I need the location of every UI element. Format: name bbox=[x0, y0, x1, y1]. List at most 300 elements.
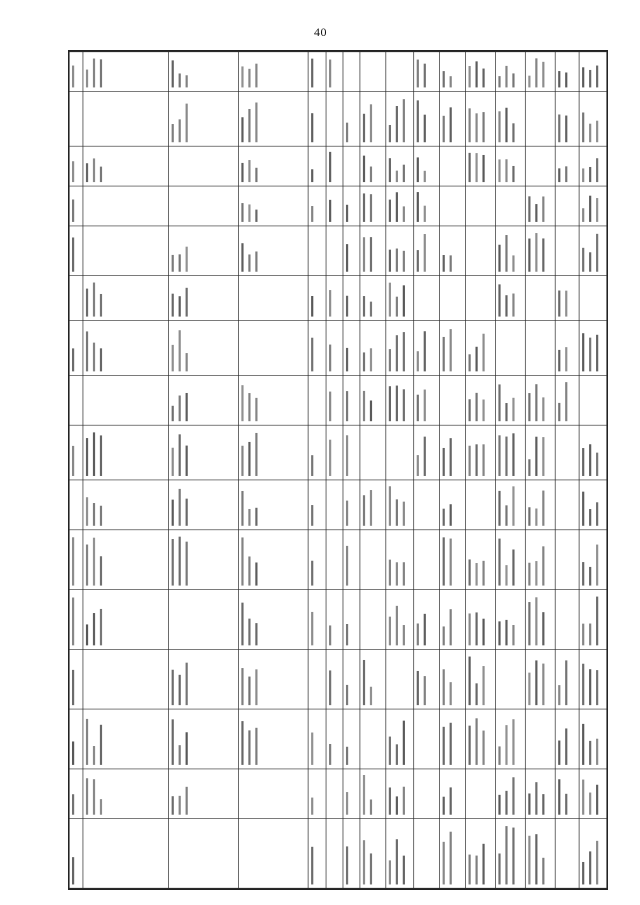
scan-text-mark bbox=[172, 670, 174, 705]
scan-text-mark bbox=[346, 435, 348, 476]
scan-text-mark bbox=[255, 728, 257, 765]
scan-text-mark bbox=[528, 836, 530, 885]
scan-text-mark bbox=[424, 437, 426, 476]
scan-text-mark bbox=[482, 155, 484, 182]
scan-text-mark bbox=[582, 168, 584, 182]
scan-text-mark bbox=[86, 70, 88, 88]
scan-text-mark bbox=[482, 561, 484, 586]
scan-text-mark bbox=[582, 448, 584, 476]
scan-text-mark bbox=[186, 75, 188, 87]
scan-text-mark bbox=[186, 288, 188, 317]
scan-text-mark bbox=[93, 613, 95, 645]
scan-text-mark bbox=[469, 613, 471, 645]
scan-text-mark bbox=[370, 853, 372, 884]
scan-text-mark bbox=[469, 726, 471, 765]
scan-text-mark bbox=[403, 165, 405, 182]
scan-text-mark bbox=[424, 676, 426, 705]
scan-text-mark bbox=[512, 73, 514, 87]
scan-text-mark bbox=[346, 846, 348, 884]
scan-text-mark bbox=[396, 171, 398, 182]
scan-text-mark bbox=[72, 348, 74, 371]
scan-text-mark bbox=[403, 502, 405, 526]
scan-text-mark bbox=[528, 793, 530, 814]
scan-text-mark bbox=[505, 108, 507, 142]
scan-text-mark bbox=[469, 657, 471, 706]
scan-text-mark bbox=[542, 196, 544, 221]
scan-text-mark bbox=[389, 617, 391, 646]
scan-text-mark bbox=[482, 666, 484, 705]
scan-text-mark bbox=[443, 727, 445, 765]
scan-text-mark bbox=[469, 559, 471, 585]
scan-text-mark bbox=[443, 71, 445, 87]
scan-text-mark bbox=[596, 234, 598, 272]
scan-text-mark bbox=[86, 719, 88, 765]
scan-text-mark bbox=[389, 860, 391, 884]
scan-text-mark bbox=[396, 192, 398, 222]
scan-text-mark bbox=[72, 161, 74, 182]
scan-text-mark bbox=[475, 61, 477, 87]
scan-text-mark bbox=[512, 625, 514, 645]
scan-text-mark bbox=[255, 64, 257, 88]
scan-text-mark bbox=[329, 290, 331, 317]
scan-text-mark bbox=[582, 624, 584, 646]
scan-text-mark bbox=[542, 794, 544, 815]
scan-text-mark bbox=[255, 433, 257, 476]
scan-text-mark bbox=[535, 508, 537, 525]
scan-text-mark bbox=[396, 297, 398, 317]
scan-text-mark bbox=[475, 612, 477, 645]
scan-text-mark bbox=[450, 438, 452, 476]
scan-text-mark bbox=[443, 337, 445, 371]
scan-text-mark bbox=[535, 782, 537, 815]
scan-text-mark bbox=[241, 243, 243, 272]
scan-text-mark bbox=[542, 62, 544, 88]
scan-text-mark bbox=[482, 844, 484, 885]
scan-text-mark bbox=[558, 290, 560, 316]
scan-text-mark bbox=[596, 597, 598, 646]
scan-text-mark bbox=[528, 673, 530, 705]
scan-text-mark bbox=[596, 453, 598, 476]
scan-text-mark bbox=[93, 432, 95, 476]
scan-text-mark bbox=[417, 455, 419, 476]
scan-text-mark bbox=[186, 732, 188, 765]
scan-text-mark bbox=[248, 509, 250, 526]
scan-text-mark bbox=[596, 670, 598, 705]
scan-text-mark bbox=[172, 60, 174, 87]
scan-text-mark bbox=[596, 198, 598, 222]
scan-text-mark bbox=[565, 166, 567, 182]
scan-text-mark bbox=[512, 719, 514, 765]
scan-text-mark bbox=[596, 739, 598, 765]
scan-text-mark bbox=[482, 444, 484, 476]
scan-text-mark bbox=[558, 71, 560, 87]
scan-text-mark bbox=[417, 671, 419, 705]
scan-text-mark bbox=[329, 392, 331, 422]
scan-text-mark bbox=[443, 842, 445, 885]
scan-text-mark bbox=[498, 76, 500, 87]
scan-text-mark bbox=[172, 294, 174, 317]
scan-text-mark bbox=[582, 664, 584, 705]
scan-text-mark bbox=[329, 744, 331, 765]
scan-text-mark bbox=[389, 737, 391, 765]
scan-text-mark bbox=[505, 565, 507, 585]
scan-text-mark bbox=[389, 250, 391, 272]
scan-text-mark bbox=[505, 505, 507, 525]
scan-text-mark bbox=[346, 624, 348, 645]
scan-text-mark bbox=[179, 254, 181, 271]
scan-text-mark bbox=[505, 235, 507, 272]
scan-text-mark bbox=[72, 794, 74, 814]
scan-text-mark bbox=[346, 244, 348, 272]
scan-text-mark bbox=[186, 499, 188, 526]
scan-text-mark bbox=[255, 251, 257, 271]
scan-text-mark bbox=[403, 389, 405, 421]
scan-text-mark bbox=[475, 856, 477, 885]
scan-text-mark bbox=[311, 296, 313, 317]
scan-text-mark bbox=[443, 797, 445, 815]
scan-text-mark bbox=[558, 779, 560, 814]
scan-text-mark bbox=[86, 545, 88, 586]
scan-text-mark bbox=[512, 433, 514, 476]
scan-text-mark bbox=[93, 538, 95, 586]
scan-text-mark bbox=[93, 158, 95, 182]
scan-text-mark bbox=[248, 556, 250, 585]
scan-text-mark bbox=[450, 682, 452, 705]
scan-text-mark bbox=[93, 59, 95, 88]
scan-text-mark bbox=[389, 158, 391, 182]
scan-text-mark bbox=[248, 160, 250, 182]
scan-text-mark bbox=[528, 76, 530, 88]
scan-text-mark bbox=[248, 619, 250, 646]
scan-text-mark bbox=[389, 486, 391, 526]
scan-text-mark bbox=[424, 614, 426, 646]
scan-text-mark bbox=[498, 491, 500, 526]
scan-text-mark bbox=[255, 623, 257, 645]
scan-text-mark bbox=[450, 329, 452, 371]
scan-text-mark bbox=[241, 668, 243, 705]
scan-text-mark bbox=[535, 597, 537, 645]
scan-text-mark bbox=[582, 562, 584, 586]
scan-text-mark bbox=[241, 163, 243, 182]
scan-text-mark bbox=[528, 196, 530, 222]
scan-text-mark bbox=[329, 152, 331, 182]
scan-text-mark bbox=[498, 159, 500, 182]
scan-text-mark bbox=[370, 490, 372, 526]
scan-text-mark bbox=[582, 248, 584, 272]
scan-text-mark bbox=[179, 434, 181, 476]
scan-text-mark bbox=[179, 796, 181, 815]
scan-text-mark bbox=[528, 459, 530, 476]
scan-text-mark bbox=[72, 857, 74, 884]
scan-text-mark bbox=[535, 437, 537, 476]
scan-text-mark bbox=[596, 158, 598, 182]
scan-text-mark bbox=[505, 791, 507, 815]
scan-text-mark bbox=[469, 66, 471, 87]
scan-text-mark bbox=[248, 442, 250, 476]
scan-text-mark bbox=[72, 741, 74, 764]
scan-text-mark bbox=[255, 210, 257, 222]
scan-text-mark bbox=[248, 254, 250, 271]
scan-text-mark bbox=[179, 489, 181, 526]
scan-text-mark bbox=[346, 792, 348, 815]
scan-text-mark bbox=[329, 345, 331, 372]
scan-text-mark bbox=[241, 721, 243, 765]
scan-text-mark bbox=[450, 76, 452, 87]
scan-text-mark bbox=[505, 620, 507, 645]
scan-text-mark bbox=[558, 168, 560, 182]
scan-text-mark bbox=[248, 109, 250, 142]
scan-text-mark bbox=[589, 338, 591, 372]
scan-text-mark bbox=[311, 798, 313, 815]
scan-text-mark bbox=[172, 719, 174, 765]
scan-text-mark bbox=[417, 60, 419, 88]
scan-text-mark bbox=[363, 840, 365, 884]
scan-text-mark bbox=[424, 331, 426, 371]
scan-text-mark bbox=[179, 296, 181, 316]
rotated-table-scan bbox=[68, 50, 608, 890]
scan-text-mark bbox=[424, 206, 426, 222]
scan-text-mark bbox=[179, 330, 181, 371]
scan-text-mark bbox=[469, 855, 471, 885]
scan-text-mark bbox=[86, 438, 88, 476]
scan-text-mark bbox=[482, 731, 484, 765]
scan-text-mark bbox=[346, 205, 348, 222]
scan-text-mark bbox=[558, 403, 560, 421]
scan-text-mark bbox=[346, 546, 348, 586]
scan-text-mark bbox=[93, 283, 95, 317]
scan-text-mark bbox=[505, 295, 507, 316]
scan-text-mark bbox=[346, 391, 348, 421]
scan-text-mark bbox=[363, 114, 365, 142]
scan-text-mark bbox=[589, 70, 591, 87]
scan-text-mark bbox=[450, 723, 452, 765]
scan-text-mark bbox=[179, 73, 181, 87]
scan-text-mark bbox=[346, 501, 348, 526]
scan-text-mark bbox=[589, 252, 591, 271]
scan-text-mark bbox=[498, 853, 500, 884]
scan-text-mark bbox=[186, 393, 188, 421]
scan-text-mark bbox=[498, 284, 500, 316]
scan-text-mark bbox=[498, 384, 500, 421]
scan-text-mark bbox=[363, 156, 365, 182]
scan-text-mark bbox=[172, 255, 174, 272]
scan-text-mark bbox=[596, 502, 598, 526]
scan-text-mark bbox=[565, 291, 567, 317]
scan-text-mark bbox=[86, 624, 88, 645]
scan-text-mark bbox=[475, 683, 477, 705]
scan-text-mark bbox=[100, 506, 102, 526]
scan-text-mark bbox=[417, 100, 419, 142]
scan-text-mark bbox=[482, 334, 484, 372]
scan-text-mark bbox=[370, 237, 372, 272]
scan-text-mark bbox=[86, 289, 88, 317]
scan-text-mark bbox=[512, 486, 514, 525]
scan-text-mark bbox=[72, 598, 74, 646]
scan-text-mark bbox=[186, 663, 188, 705]
scan-text-mark bbox=[403, 856, 405, 885]
scan-text-mark bbox=[558, 114, 560, 142]
scan-text-mark bbox=[370, 799, 372, 814]
scan-text-mark bbox=[417, 623, 419, 645]
scan-text-mark bbox=[403, 625, 405, 645]
scan-text-mark bbox=[396, 335, 398, 371]
scan-text-mark bbox=[346, 296, 348, 317]
scan-text-mark bbox=[542, 397, 544, 421]
scan-text-mark bbox=[363, 495, 365, 526]
scan-text-mark bbox=[589, 624, 591, 646]
scan-text-mark bbox=[528, 563, 530, 586]
scan-text-mark bbox=[403, 787, 405, 815]
scan-text-mark bbox=[596, 66, 598, 88]
scan-text-mark bbox=[542, 546, 544, 585]
scan-text-mark bbox=[172, 406, 174, 421]
scan-text-mark bbox=[582, 112, 584, 142]
scan-text-mark bbox=[100, 294, 102, 317]
scan-text-mark bbox=[86, 163, 88, 182]
scan-text-mark bbox=[311, 169, 313, 182]
scan-text-mark bbox=[582, 862, 584, 884]
scan-text-mark bbox=[179, 537, 181, 586]
scan-text-mark bbox=[72, 237, 74, 271]
scan-text-mark bbox=[86, 778, 88, 814]
scan-text-mark bbox=[346, 123, 348, 143]
scan-text-mark bbox=[589, 793, 591, 815]
scan-text-mark bbox=[417, 157, 419, 182]
scan-text-mark bbox=[475, 113, 477, 142]
scan-text-mark bbox=[565, 382, 567, 421]
scan-text-mark bbox=[396, 249, 398, 272]
scan-text-mark bbox=[542, 437, 544, 476]
scan-text-mark bbox=[100, 59, 102, 87]
scan-text-mark bbox=[475, 393, 477, 421]
scan-text-mark bbox=[72, 66, 74, 88]
scan-text-mark bbox=[389, 560, 391, 586]
scan-text-mark bbox=[72, 537, 74, 585]
scan-text-mark bbox=[450, 107, 452, 142]
scan-text-mark bbox=[311, 561, 313, 586]
scan-text-mark bbox=[311, 505, 313, 526]
scan-text-mark bbox=[498, 746, 500, 764]
scan-text-mark bbox=[450, 609, 452, 645]
scan-text-mark bbox=[403, 251, 405, 272]
scan-text-mark bbox=[311, 455, 313, 476]
scan-text-mark bbox=[512, 549, 514, 585]
scan-text-mark bbox=[505, 826, 507, 884]
scan-text-mark bbox=[186, 247, 188, 272]
scan-text-mark bbox=[589, 196, 591, 222]
scan-text-mark bbox=[512, 255, 514, 271]
scan-text-mark bbox=[535, 561, 537, 586]
scan-text-mark bbox=[582, 67, 584, 87]
scan-text-mark bbox=[450, 539, 452, 586]
scan-text-mark bbox=[512, 828, 514, 885]
scan-text-mark bbox=[186, 787, 188, 815]
scan-text-mark bbox=[498, 795, 500, 815]
scan-text-mark bbox=[505, 66, 507, 88]
scan-text-mark bbox=[469, 108, 471, 142]
scan-text-mark bbox=[389, 200, 391, 222]
scan-text-mark bbox=[93, 779, 95, 814]
scan-text-mark bbox=[311, 59, 313, 88]
scan-text-mark bbox=[589, 509, 591, 526]
scan-text-mark bbox=[424, 390, 426, 422]
scan-text-mark bbox=[596, 785, 598, 815]
scan-text-mark bbox=[248, 204, 250, 221]
scan-text-mark bbox=[542, 858, 544, 885]
scan-text-mark bbox=[498, 621, 500, 645]
scan-text-mark bbox=[389, 125, 391, 142]
scan-text-mark bbox=[179, 745, 181, 765]
scan-text-mark bbox=[186, 542, 188, 586]
scan-text-mark bbox=[248, 730, 250, 765]
page-number: 40 bbox=[314, 25, 327, 39]
scan-text-mark bbox=[346, 348, 348, 371]
scan-text-mark bbox=[424, 64, 426, 88]
scan-text-mark bbox=[255, 508, 257, 526]
scan-text-mark bbox=[255, 103, 257, 143]
scan-text-mark bbox=[589, 444, 591, 476]
scan-text-mark bbox=[248, 393, 250, 421]
scan-text-mark bbox=[528, 239, 530, 272]
scan-text-mark bbox=[255, 562, 257, 585]
scan-text-mark bbox=[498, 539, 500, 586]
scan-text-mark bbox=[100, 725, 102, 765]
scan-text-mark bbox=[558, 350, 560, 371]
scan-text-mark bbox=[596, 121, 598, 143]
scan-text-mark bbox=[565, 794, 567, 815]
scan-text-mark bbox=[389, 349, 391, 371]
scan-text-mark bbox=[528, 602, 530, 645]
scan-text-mark bbox=[498, 111, 500, 142]
scan-text-mark bbox=[370, 400, 372, 421]
scan-text-mark bbox=[179, 396, 181, 422]
scan-text-mark bbox=[403, 206, 405, 222]
scan-text-mark bbox=[589, 167, 591, 182]
scan-text-mark bbox=[370, 194, 372, 222]
scan-text-mark bbox=[582, 724, 584, 765]
scan-text-mark bbox=[443, 448, 445, 476]
scan-text-mark bbox=[542, 238, 544, 271]
scan-text-mark bbox=[589, 669, 591, 705]
scan-text-mark bbox=[186, 446, 188, 476]
scan-text-mark bbox=[505, 437, 507, 476]
scan-text-mark bbox=[255, 168, 257, 182]
scan-text-mark bbox=[443, 626, 445, 645]
scan-text-mark bbox=[172, 124, 174, 142]
scan-text-mark bbox=[535, 204, 537, 222]
scan-text-mark bbox=[311, 612, 313, 645]
scan-text-mark bbox=[241, 66, 243, 87]
scan-text-mark bbox=[72, 670, 74, 705]
scan-text-mark bbox=[475, 444, 477, 476]
scan-text-mark bbox=[565, 660, 567, 705]
scan-text-mark bbox=[565, 116, 567, 143]
scan-text-mark bbox=[443, 116, 445, 142]
scan-text-mark bbox=[512, 398, 514, 421]
scan-text-mark bbox=[417, 192, 419, 222]
scan-text-mark bbox=[403, 721, 405, 765]
scan-text-mark bbox=[241, 537, 243, 585]
scan-text-mark bbox=[329, 60, 331, 88]
scan-text-mark bbox=[396, 744, 398, 765]
scan-text-mark bbox=[417, 351, 419, 371]
scan-text-mark bbox=[100, 167, 102, 182]
scan-text-mark bbox=[172, 448, 174, 476]
scan-text-mark bbox=[542, 664, 544, 706]
scan-text-mark bbox=[450, 832, 452, 885]
scan-text-mark bbox=[475, 563, 477, 586]
scan-text-mark bbox=[450, 504, 452, 526]
